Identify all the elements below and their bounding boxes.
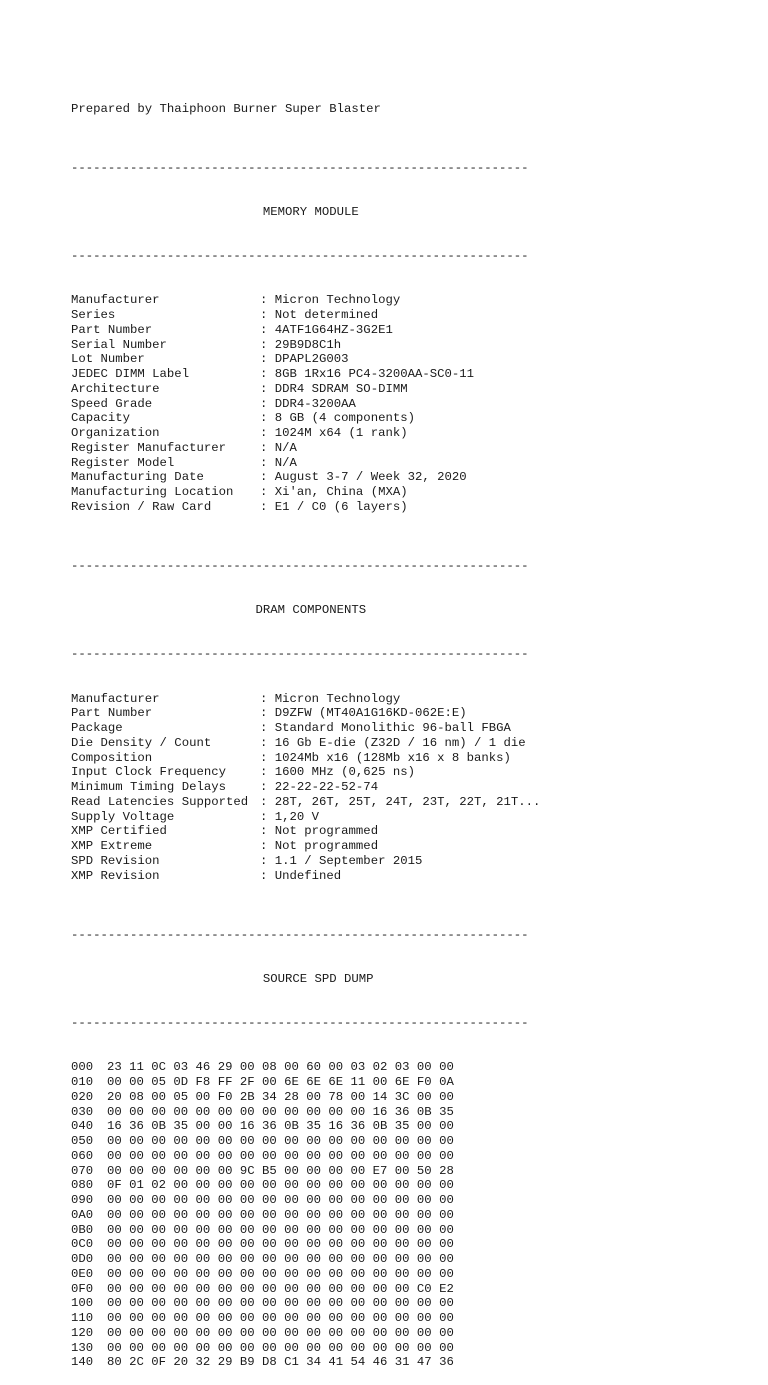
dump-bytes: 00 00 00 00 00 00 00 00 00 00 00 00 00 00 00 00 [107, 1237, 454, 1252]
dump-bytes: 00 00 00 00 00 00 00 00 00 00 00 00 00 00 C0 E2 [107, 1281, 454, 1296]
spec-key: Manufacturing Date [71, 470, 204, 485]
spec-row [71, 411, 540, 426]
dump-bytes: 00 00 05 0D F8 FF 2F 00 6E 6E 6E 11 00 6E F0 0A [107, 1075, 454, 1089]
spec-row [71, 824, 540, 839]
spec-key: Serial Number [71, 337, 167, 352]
spec-row [71, 795, 540, 810]
report-header: Prepared by Thaiphoon Burner Super Blaster [71, 101, 381, 116]
spec-value: : Micron Technology [260, 691, 401, 706]
dump-bytes: 00 00 00 00 00 00 00 00 00 00 00 00 00 00 00 00 [107, 1193, 454, 1207]
dump-bytes: 00 00 00 00 00 00 00 00 00 00 00 00 00 00 00 00 [107, 1148, 454, 1163]
spec-key: SPD Revision [71, 853, 160, 868]
dump-address: 140 [71, 1355, 94, 1370]
spec-value: : N/A [260, 440, 297, 455]
section-rule: -------------------------------------------------------------- [71, 927, 529, 942]
spec-row [71, 692, 540, 707]
spec-value: : 29B9D8C1h [260, 337, 342, 352]
dump-address: 010 [71, 1075, 94, 1089]
dump-address: 0C0 [71, 1237, 94, 1252]
dump-row [71, 1164, 540, 1179]
memory-module-table [71, 293, 540, 514]
dump-row [71, 1296, 540, 1311]
dump-bytes: 00 00 00 00 00 00 00 00 00 00 00 00 00 00 00 00 [107, 1252, 454, 1266]
spec-key: Die Density / Count [71, 735, 212, 750]
dump-address: 0F0 [71, 1281, 94, 1296]
dump-row [71, 1208, 540, 1223]
dump-bytes: 00 00 00 00 00 00 00 00 00 00 00 00 00 00 00 00 [107, 1340, 454, 1355]
spec-key: Speed Grade [71, 396, 153, 411]
memory-module-heading: MEMORY MODULE [262, 204, 359, 219]
spec-row [71, 426, 540, 441]
spec-row [71, 854, 540, 869]
spec-value: : 22-22-22-52-74 [260, 780, 379, 794]
spec-value: : E1 / C0 (6 layers) [260, 499, 408, 514]
spec-row [71, 500, 540, 515]
spec-key: Minimum Timing Delays [71, 780, 226, 794]
spec-key: Organization [71, 426, 160, 440]
spec-row [71, 485, 540, 500]
spd-report [71, 72, 540, 1385]
dump-address: 020 [71, 1089, 94, 1104]
spec-key: Architecture [71, 381, 160, 396]
spec-row [71, 397, 540, 412]
memory-module-title [71, 205, 540, 220]
spec-value: : 16 Gb E-die (Z32D / 16 nm) / 1 die [260, 735, 526, 750]
dump-row [71, 1178, 540, 1193]
spec-value: : D9ZFW (MT40A1G16KD-062E:E) [260, 706, 467, 721]
spec-value: : 1024Mb x16 (128Mb x16 x 8 banks) [260, 750, 511, 765]
spec-key: Manufacturing Location [71, 485, 234, 499]
dump-address: 0D0 [71, 1252, 94, 1266]
spec-row [71, 869, 540, 884]
dump-address: 060 [71, 1148, 94, 1163]
dump-bytes: 00 00 00 00 00 00 00 00 00 00 00 00 00 00 00 00 [107, 1266, 454, 1281]
spec-row [71, 765, 540, 780]
spec-row [71, 810, 540, 825]
spec-row [71, 706, 540, 721]
dump-row [71, 1326, 540, 1341]
section-rule: -------------------------------------------------------------- [71, 249, 529, 263]
spec-key: Series [71, 308, 116, 322]
spec-key: XMP Extreme [71, 839, 153, 853]
spec-value: : DPAPL2G003 [260, 352, 349, 367]
spec-value: : Undefined [260, 868, 342, 883]
spec-row [71, 839, 540, 854]
spec-key: Supply Voltage [71, 809, 175, 824]
spec-key: Capacity [71, 411, 131, 426]
spec-value: : 1024M x64 (1 rank) [260, 426, 408, 440]
dump-bytes: 00 00 00 00 00 00 9C B5 00 00 00 00 E7 00 50 28 [107, 1163, 454, 1178]
dump-address: 0E0 [71, 1266, 94, 1281]
spec-value: : 8GB 1Rx16 PC4-3200AA-SC0-11 [260, 367, 475, 381]
dump-row [71, 1119, 540, 1134]
spec-key: Package [71, 721, 123, 735]
spec-row [71, 470, 540, 485]
dump-row [71, 1341, 540, 1356]
dump-row [71, 1105, 540, 1120]
dump-row [71, 1223, 540, 1238]
spec-value: : 1.1 / September 2015 [260, 853, 423, 868]
spec-value: : 8 GB (4 components) [260, 411, 415, 426]
dump-row [71, 1267, 540, 1282]
spec-key: Register Model [71, 455, 175, 470]
spec-value: : Standard Monolithic 96-ball FBGA [260, 721, 511, 735]
dump-row [71, 1193, 540, 1208]
dump-bytes: 00 00 00 00 00 00 00 00 00 00 00 00 00 00 00 00 [107, 1296, 454, 1311]
dump-bytes: 00 00 00 00 00 00 00 00 00 00 00 00 00 00 00 00 [107, 1207, 454, 1222]
dump-bytes: 16 36 0B 35 00 00 16 36 0B 35 16 36 0B 35 00 00 [107, 1119, 454, 1134]
dram-components-title [71, 603, 540, 618]
dump-row [71, 1282, 540, 1297]
spec-value: : N/A [260, 455, 297, 470]
dump-bytes: 20 08 00 05 00 F0 2B 34 28 00 78 00 14 3C 00 00 [107, 1089, 454, 1104]
dump-address: 070 [71, 1163, 94, 1178]
dump-address: 0A0 [71, 1207, 94, 1222]
dump-address: 050 [71, 1134, 94, 1148]
spec-value: : Not determined [260, 308, 379, 322]
spec-value: : DDR4-3200AA [260, 396, 356, 411]
spec-key: Lot Number [71, 352, 145, 367]
spec-key: JEDEC DIMM Label [71, 367, 190, 381]
dump-bytes: 00 00 00 00 00 00 00 00 00 00 00 00 16 36 0B 35 [107, 1104, 454, 1119]
spd-dump-heading: SOURCE SPD DUMP [262, 971, 374, 986]
spec-key: Revision / Raw Card [71, 499, 212, 514]
spd-dump-table [71, 1060, 540, 1370]
dram-components-heading: DRAM COMPONENTS [255, 603, 367, 617]
dump-address: 110 [71, 1311, 94, 1325]
spec-row [71, 736, 540, 751]
dump-row [71, 1090, 540, 1105]
dump-address: 0B0 [71, 1222, 94, 1237]
dump-bytes: 00 00 00 00 00 00 00 00 00 00 00 00 00 00 00 00 [107, 1311, 454, 1325]
dump-row [71, 1134, 540, 1149]
dump-address: 030 [71, 1104, 94, 1119]
dump-row [71, 1149, 540, 1164]
spec-value: : Micron Technology [260, 293, 401, 308]
spec-key: Part Number [71, 706, 153, 721]
spec-value: : Xi'an, China (MXA) [260, 485, 408, 499]
dump-row [71, 1075, 540, 1090]
dump-row [71, 1060, 540, 1075]
spec-row [71, 352, 540, 367]
spec-key: Read Latencies Supported [71, 794, 249, 809]
spec-key: Input Clock Frequency [71, 765, 226, 780]
spec-value: : 4ATF1G64HZ-3G2E1 [260, 322, 393, 337]
spec-key: Composition [71, 750, 153, 765]
spec-key: XMP Certified [71, 824, 167, 839]
spec-value: : Not programmed [260, 824, 379, 839]
spec-row [71, 338, 540, 353]
spec-value: : 1,20 V [260, 809, 320, 824]
section-rule: -------------------------------------------------------------- [71, 647, 529, 662]
spec-row [71, 456, 540, 471]
dump-address: 130 [71, 1340, 94, 1355]
spec-key: Register Manufacturer [71, 440, 226, 455]
dump-row [71, 1252, 540, 1267]
dump-address: 090 [71, 1193, 94, 1207]
dump-bytes: 00 00 00 00 00 00 00 00 00 00 00 00 00 00 00 00 [107, 1134, 454, 1148]
spec-row [71, 293, 540, 308]
dump-bytes: 00 00 00 00 00 00 00 00 00 00 00 00 00 00 00 00 [107, 1222, 454, 1237]
dump-bytes: 0F 01 02 00 00 00 00 00 00 00 00 00 00 00 00 00 [107, 1178, 454, 1193]
dump-row [71, 1355, 540, 1370]
dump-address: 120 [71, 1325, 94, 1340]
dump-address: 040 [71, 1119, 94, 1134]
section-rule: -------------------------------------------------------------- [71, 1016, 529, 1030]
dump-address: 000 [71, 1060, 94, 1075]
section-rule: -------------------------------------------------------------- [71, 160, 529, 175]
spec-row [71, 780, 540, 795]
spec-key: Manufacturer [71, 691, 160, 706]
spec-value: : DDR4 SDRAM SO-DIMM [260, 381, 408, 396]
spec-row [71, 751, 540, 766]
spd-dump-title [71, 972, 540, 987]
spec-key: Part Number [71, 322, 153, 337]
dump-bytes: 23 11 0C 03 46 29 00 08 00 60 00 03 02 03 00 00 [107, 1060, 454, 1075]
spec-row [71, 441, 540, 456]
spec-row [71, 308, 540, 323]
spec-value: : 28T, 26T, 25T, 24T, 23T, 22T, 21T... [260, 794, 541, 809]
section-rule: -------------------------------------------------------------- [71, 558, 529, 573]
dram-components-table [71, 692, 540, 884]
spec-row [71, 721, 540, 736]
spec-key: XMP Revision [71, 868, 160, 883]
dump-bytes: 80 2C 0F 20 32 29 B9 D8 C1 34 41 54 46 31 47 36 [107, 1355, 454, 1370]
dump-row [71, 1237, 540, 1252]
dump-row [71, 1311, 540, 1326]
spec-row [71, 382, 540, 397]
spec-value: : August 3-7 / Week 32, 2020 [260, 470, 467, 485]
dump-bytes: 00 00 00 00 00 00 00 00 00 00 00 00 00 00 00 00 [107, 1325, 454, 1340]
spec-row [71, 367, 540, 382]
dump-address: 100 [71, 1296, 94, 1311]
spec-value: : Not programmed [260, 839, 379, 853]
spec-value: : 1600 MHz (0,625 ns) [260, 765, 415, 780]
dump-address: 080 [71, 1178, 94, 1193]
spec-key: Manufacturer [71, 293, 160, 308]
spec-row [71, 323, 540, 338]
